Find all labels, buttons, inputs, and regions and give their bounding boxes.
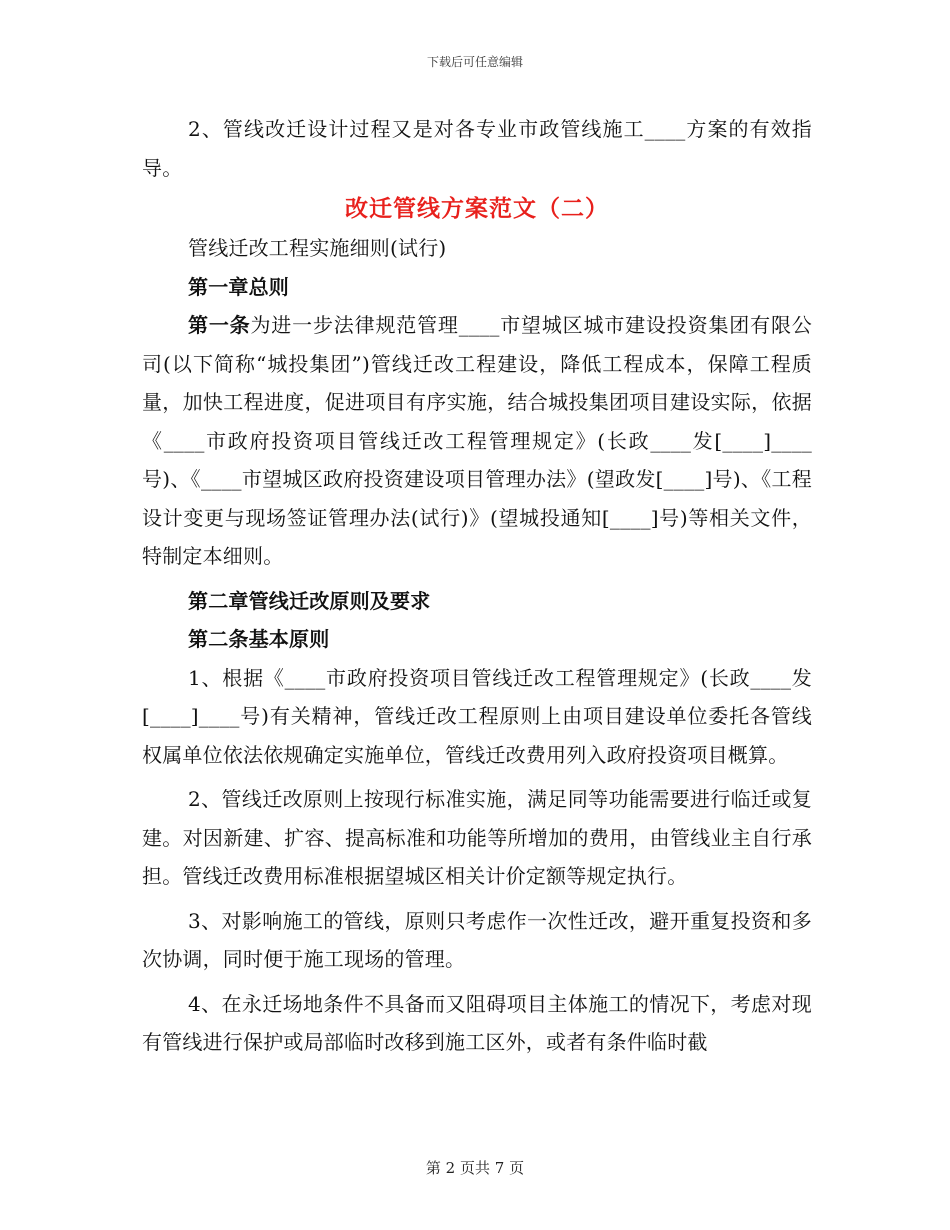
page-footer: 第 2 页共 7 页 <box>425 1159 525 1177</box>
paragraph-intro-item-2: 2、管线改迁设计过程又是对各专业市政管线施工____方案的有效指导。 <box>142 117 812 180</box>
document-title: 改迁管线方案范文（二） <box>345 195 609 222</box>
article-1-label: 第一条 <box>188 313 251 337</box>
header-note: 下载后可任意编辑 <box>426 55 523 69</box>
document-subtitle: 管线迁改工程实施细则(试行) <box>188 236 447 260</box>
chapter-1-heading: 第一章总则 <box>188 274 289 299</box>
principle-item-4: 4、在永迁场地条件不具备而又阻碍项目主体施工的情况下，考虑对现有管线进行保护或局部临时改移到施工区外，或者有条件临时截 <box>142 991 812 1054</box>
principle-item-2: 2、管线迁改原则上按现行标准实施，满足同等功能需要进行临迁或复建。对因新建、扩容、提高标准和功能等所增加的费用，由管线业主自行承担。管线迁改费用标准根据望城区相关计价定额等规定执行。 <box>142 787 812 888</box>
principle-item-1: 1、根据《____市政府投资项目管线迁改工程管理规定》(长政____发[____]____号)有关精神，管线迁改工程原则上由项目建设单位委托各管线权属单位依法依规确定实施单位，管线迁改费用列入政府投资项目概算。 <box>142 665 812 767</box>
article-1-text: 为进一步法律规范管理____市望城区城市建设投资集团有限公司(以下简称“城投集团”)管线迁改工程建设，降低工程成本，保障工程质量，加快工程进度，促进项目有序实施，结合城投集团项目建设实际，依据《____市政府投资项目管线迁改工程管理规定》(长政____发[____]____号)、《____市望城区政府投资建设项目管理办法》(望政发[____]号)、《工程设计变更与现场签证管理办法(试行)》(望城投通知[____]号)等相关文件，特制定本细则。 <box>142 313 812 568</box>
article-1-paragraph <box>142 306 812 576</box>
article-2-heading: 第二条基本原则 <box>188 627 330 651</box>
principle-item-3: 3、对影响施工的管线，原则只考虑作一次性迁改，避开重复投资和多次协调，同时便于施工现场的管理。 <box>142 908 812 971</box>
chapter-2-heading: 第二章管线迁改原则及要求 <box>188 588 431 613</box>
document-body <box>142 110 812 1062</box>
